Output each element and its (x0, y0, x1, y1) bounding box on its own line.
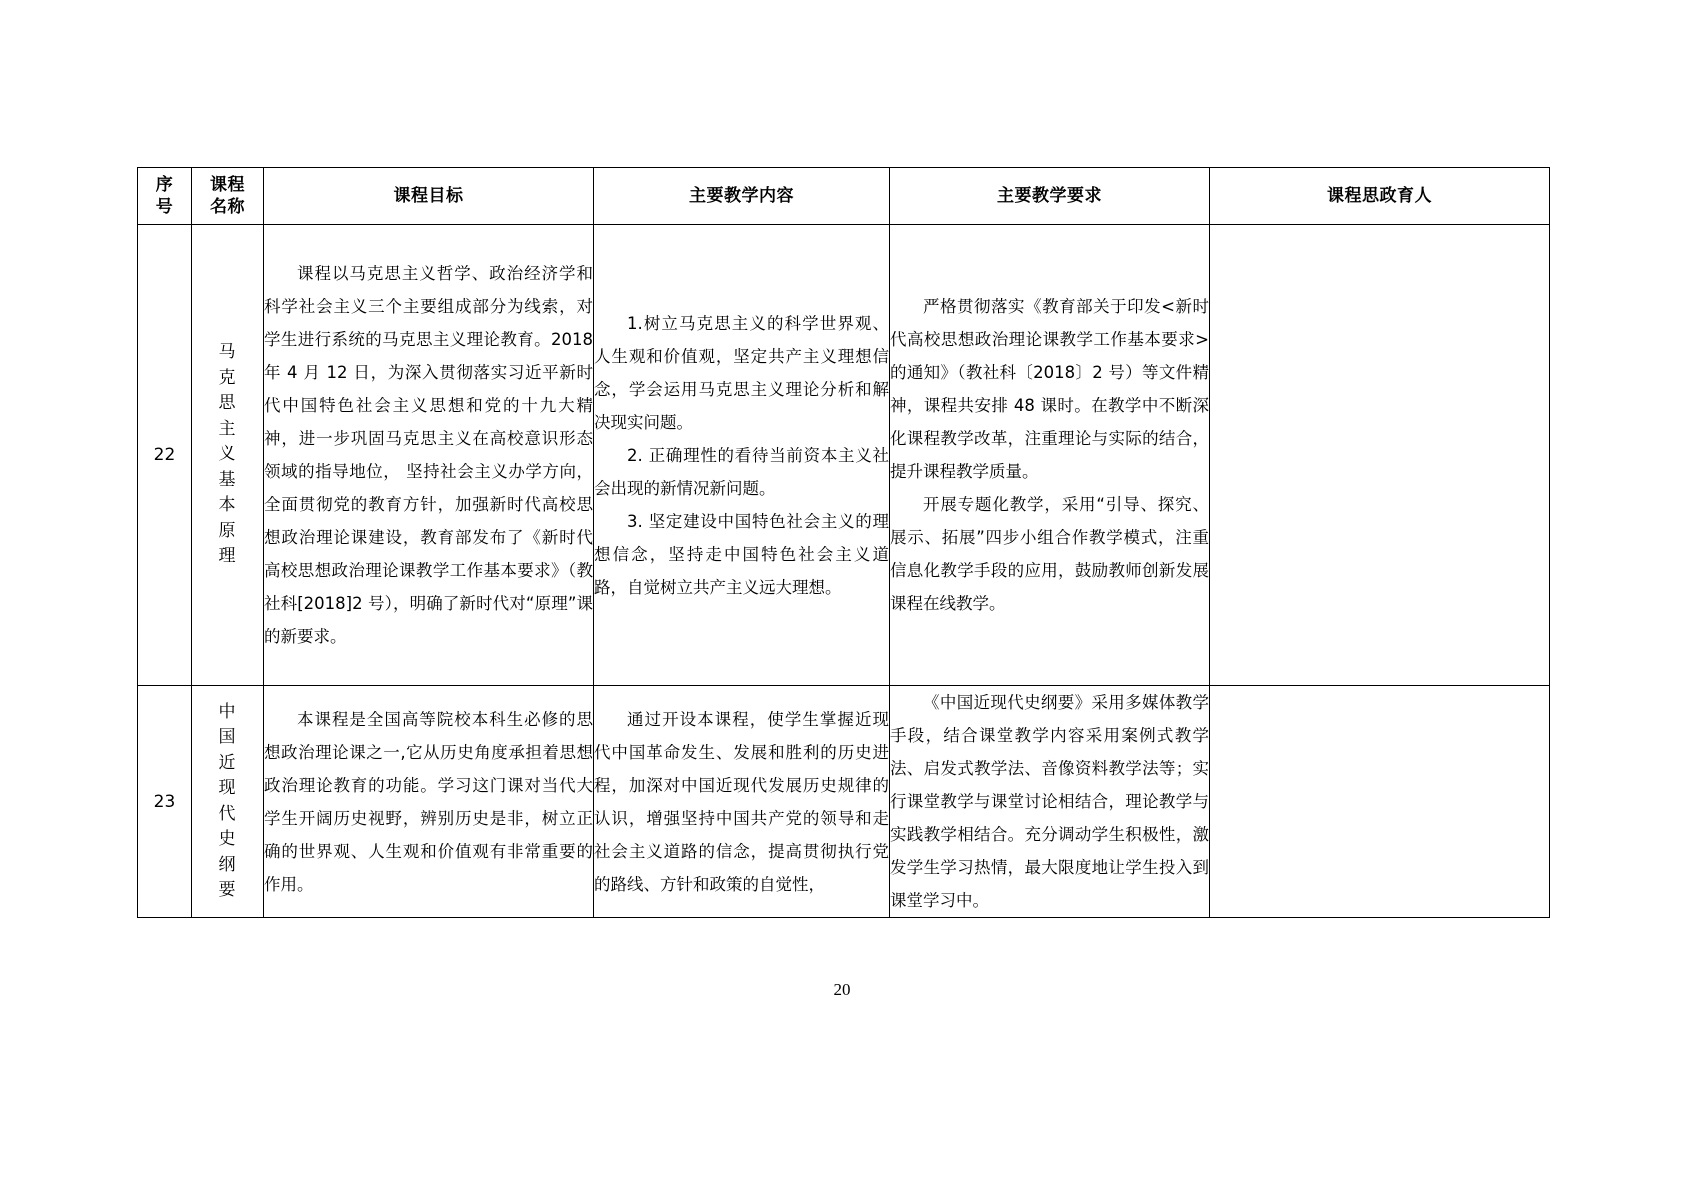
row-ideological-education (1210, 225, 1550, 686)
course-goal-text: 本课程是全国高等院校本科生必修的思想政治理论课之一,它从历史角度承担着思想政治理论教育的功能。学习这门课对当代大学生开阔历史视野，辨别历史是非，树立正确的世界观、人生观和价值观有非常重要的作用。 (264, 709, 593, 894)
header-main-teaching-requirements: 主要教学要求 (890, 168, 1210, 225)
course-name-char: 理 (218, 546, 237, 567)
course-name-char: 史 (218, 829, 237, 850)
row-main-teaching-requirements (890, 686, 1210, 918)
header-course-goal: 课程目标 (264, 168, 594, 225)
teaching-content-item: 通过开设本课程，使学生掌握近现代中国革命发生、发展和胜利的历史进程，加深对中国近现代发展历史规律的认识，增强坚持中国共产党的领导和走社会主义道路的信念，提高贯彻执行党的路线、方针和政策的自觉性， (594, 709, 889, 894)
teaching-content-item: 3. 坚定建设中国特色社会主义的理想信念，坚持走中国特色社会主义道路，自觉树立共产主义远大理想。 (594, 511, 889, 597)
header-course-name-line1: 课程 (210, 175, 245, 195)
row-main-teaching-requirements (890, 225, 1210, 686)
table-row (138, 225, 1550, 686)
header-main-teaching-content: 主要教学内容 (594, 168, 890, 225)
row-course-goal (264, 225, 594, 686)
table-header-row (138, 168, 1550, 225)
course-name-char: 基 (218, 469, 237, 490)
course-goal-text: 课程以马克思主义哲学、政治经济学和科学社会主义三个主要组成部分为线索，对学生进行系统的马克思主义理论教育。2018 年 4 月 12 日，为深入贯彻落实习近平新时代中国特色社会主义思想和党的十九大精神，进一步巩固马克思主义在高校意识形态领域的指导地位， 坚持社会主义办学方向，全面贯彻党的教育方针，加强新时代高校思想政治理论课建设，教育部发布了《新时代高校思想政治理论课教学工作基本要求》（教社科[2018]2 号），明确了新时代对“原理”课的新要求。 (264, 264, 593, 647)
row-ideological-education (1210, 686, 1550, 918)
course-name-char: 原 (218, 520, 237, 541)
teaching-content-item: 1.树立马克思主义的科学世界观、人生观和价值观，坚定共产主义理想信念，学会运用马克思主义理论分析和解决现实问题。 (594, 313, 889, 432)
header-course-name (192, 168, 264, 225)
course-name-char: 克 (218, 367, 237, 388)
course-name-char: 代 (218, 803, 237, 824)
course-name-char: 义 (218, 444, 237, 465)
row-serial-no: 23 (138, 686, 192, 918)
teaching-content-item: 2. 正确理性的看待当前资本主义社会出现的新情况新问题。 (594, 445, 889, 498)
row-serial-no: 22 (138, 225, 192, 686)
row-main-teaching-content (594, 225, 890, 686)
course-name-char: 国 (218, 727, 237, 748)
course-name-char: 主 (218, 418, 237, 439)
course-name-char: 纲 (218, 854, 237, 875)
header-course-name-line2: 名称 (210, 197, 245, 218)
header-serial-no (138, 168, 192, 225)
row-course-name (192, 686, 264, 918)
row-main-teaching-content (594, 686, 890, 918)
row-course-name (192, 225, 264, 686)
course-name-char: 思 (218, 393, 237, 414)
row-course-goal (264, 686, 594, 918)
teaching-requirement-item: 严格贯彻落实《教育部关于印发<新时代高校思想政治理论课教学工作基本要求>的通知》（教社科〔2018〕2 号）等文件精神，课程共安排 48 课时。在教学中不断深化课程教学改革，注重理论与实际的结合，提升课程教学质量。 (890, 297, 1209, 482)
course-name-char: 要 (218, 880, 237, 901)
page-number: 20 (833, 980, 851, 999)
header-ideological-education: 课程思政育人 (1210, 168, 1550, 225)
course-name-char: 本 (218, 495, 237, 516)
table-row (138, 686, 1550, 918)
header-serial-no-line1: 序 (155, 175, 174, 195)
header-serial-no-line2: 号 (155, 197, 174, 218)
course-name-char: 现 (218, 778, 237, 799)
teaching-requirement-item: 开展专题化教学，采用“引导、探究、展示、拓展”四步小组合作教学模式，注重信息化教学手段的应用，鼓励教师创新发展课程在线教学。 (890, 495, 1209, 614)
course-syllabus-table (137, 167, 1550, 918)
course-name-char: 中 (218, 701, 237, 722)
course-name-char: 马 (218, 342, 237, 363)
teaching-requirement-item: 《中国近现代史纲要》采用多媒体教学手段，结合课堂教学内容采用案例式教学法、启发式教学法、音像资料教学法等；实行课堂教学与课堂讨论相结合，理论教学与实践教学相结合。充分调动学生积极性，激发学生学习热情，最大限度地让学生投入到课堂学习中。 (890, 693, 1209, 911)
course-name-char: 近 (218, 752, 237, 773)
